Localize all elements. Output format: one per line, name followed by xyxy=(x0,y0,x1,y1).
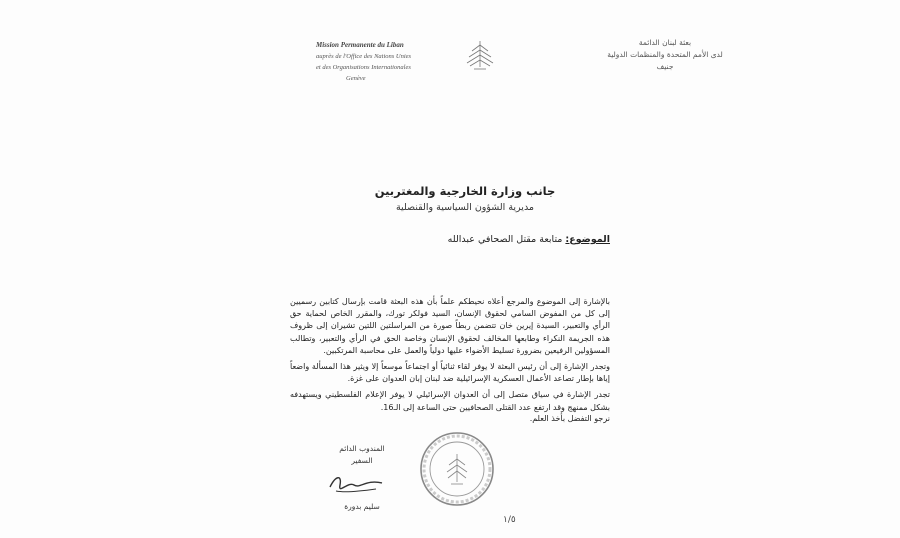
body-paragraph: وتجدر الإشارة إلى أن رئيس البعثة لا يوفر لقاء ثنائياً أو اجتماعاً موسعاً إلا ويثير هذا المسألة واضعاً إياها بإطار تصاعد الأعمال العسكرية الإسرائيلية ضد لبنان إبان العدوان على غزة. xyxy=(290,362,610,384)
letterhead-arabic xyxy=(600,37,730,73)
signatory-role: المندوب الدائم xyxy=(339,444,385,453)
subject-text: متابعة مقتل الصحافي عبدالله xyxy=(447,234,566,245)
letter-body xyxy=(290,296,610,418)
letterhead-line: Genève xyxy=(346,75,366,82)
signatory-title: السفير xyxy=(351,456,373,465)
letterhead-line: Mission Permanente du Liban xyxy=(316,41,404,49)
signatory-name: سليم بدورة xyxy=(344,502,380,511)
subject-line xyxy=(380,233,610,247)
letterhead-line: جنيف xyxy=(656,62,674,71)
body-paragraph: بالإشارة إلى الموضوع والمرجع أعلاه نحيطكم علماً بأن هذه البعثة قامت بإرسال كتابين رسميين إلى كل من المفوض السامي لحقوق الإنسان، السيد فولكر تورك، والمقرر الخاص لحماية حق الرأي والتعبير، السيدة إيرين خان تتضمن ربطاً صورة من المراسلتين اللتين تشيران إلى ظروف هذه الجريمة النكراء وطابعها المخالف لحقوق الإنسان وخاصة الحق في الرأي والتعبير، وتطالب المسؤولين الرفيعين بضرورة تسليط الأضواء عليها دولياً والعمل على محاسبة المرتكبين. xyxy=(290,297,610,355)
letterhead-line: et des Organisations Internationales xyxy=(316,64,411,71)
letterhead-line: لدى الأمم المتحدة والمنظمات الدولية xyxy=(607,50,723,59)
addressee-subtitle: مديرية الشؤون السياسية والقنصلية xyxy=(395,202,535,213)
letterhead-line: auprès de l'Office des Nations Unies xyxy=(316,53,412,60)
letterhead-line: بعثة لبنان الدائمة xyxy=(638,38,692,47)
cedar-emblem-icon xyxy=(460,37,500,73)
official-stamp-icon xyxy=(418,430,496,508)
page-number: ١/٥ xyxy=(503,515,516,525)
closing-line: نرجو التفضل بأخذ العلم. xyxy=(529,414,610,423)
addressee xyxy=(300,182,630,216)
handwritten-signature-icon xyxy=(326,469,386,499)
addressee-title: جانب وزارة الخارجية والمغتربين xyxy=(374,184,556,198)
subject-label: الموضوع: xyxy=(565,234,610,245)
letterhead-french xyxy=(316,40,466,84)
body-paragraph: تجدر الإشارة في سياق متصل إلى أن العدوان الإسرائيلي لا يوفر الإعلام الفلسطيني ويستهدفه بشكل ممنهج وقد ارتفع عدد القتلى الصحافيين حتى الساعة إلى الـ16. xyxy=(290,390,610,412)
